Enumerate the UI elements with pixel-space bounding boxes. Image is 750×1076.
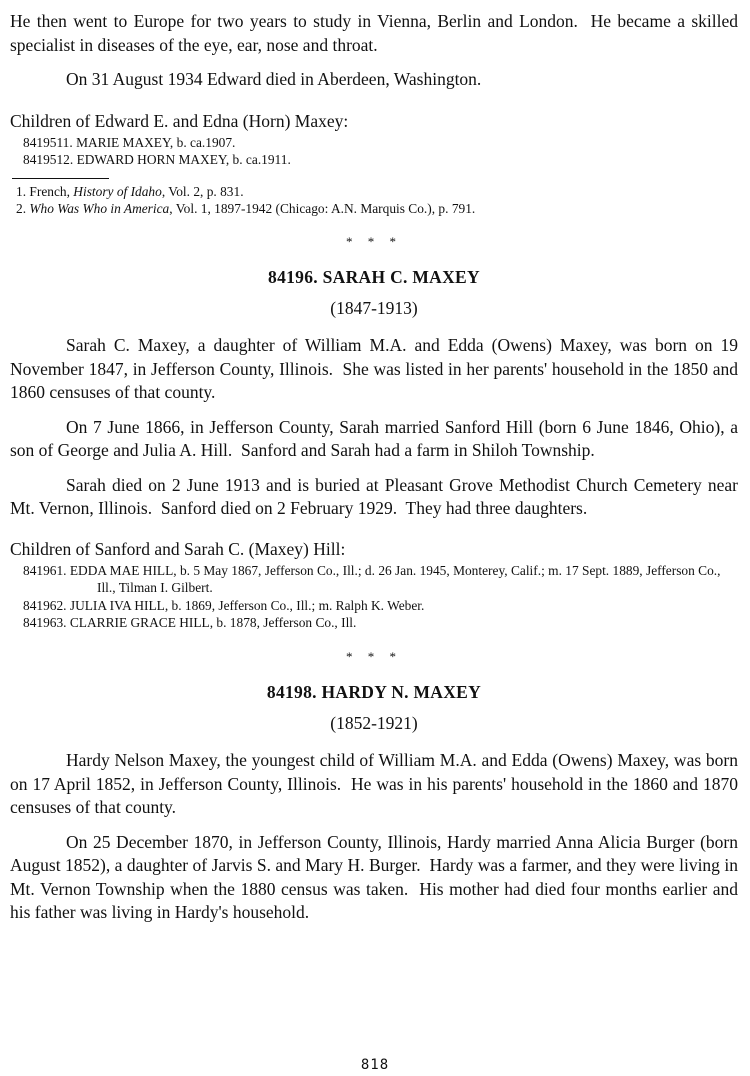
section-heading-hardy: 84198. HARDY N. MAXEY (266, 682, 482, 703)
footnote-title: History of Idaho (73, 184, 162, 200)
child-entry: 841962. JULIA IVA HILL, b. 1869, Jefferson Co., Ill.; m. Ralph K. Weber. (23, 597, 425, 613)
document-page (10, 10, 743, 925)
sarah-paragraph-1: Sarah C. Maxey, a daughter of William M.A. and Edda (Owens) Maxey, was born on 19 November 1847, in Jefferson County, Illinois. She was listed in her parents' household in the 1850 and 1860 censuses of that county. (10, 335, 743, 403)
footnote-rule (12, 178, 109, 179)
footnote-number: 1. (16, 184, 27, 200)
children-heading-edward: Children of Edward E. and Edna (Horn) Maxey: (10, 110, 349, 131)
section-dates-sarah: (1847-1913) (330, 298, 418, 319)
children-heading-sarah: Children of Sanford and Sarah C. (Maxey) Hill: (10, 538, 346, 559)
child-entry: 8419512. EDWARD HORN MAXEY, b. ca.1911. (23, 151, 291, 167)
hardy-paragraph-2: On 25 December 1870, in Jefferson County, Illinois, Hardy married Anna Alicia Burger (born August 1852), a daughter of Jarvis S. and Mary H. Burger. Hardy was a farmer, and they were living in Mt. Vernon Township when the 1880 census was taken. His mother had died four months earlier and his father was living in Hardy's household. (10, 831, 743, 923)
footnote-2 (10, 200, 738, 217)
sarah-paragraph-2: On 7 June 1866, in Jefferson County, Sarah married Sanford Hill (born 6 June 1846, Ohio), a son of George and Julia A. Hill. Sanford and Sarah had a farm in Shiloh Township. (10, 416, 743, 461)
page-number: 818 (360, 1057, 390, 1073)
section-heading-sarah: 84196. SARAH C. MAXEY (268, 267, 480, 288)
section-dates-hardy: (1852-1921) (330, 713, 418, 734)
child-entry: 841963. CLARRIE GRACE HILL, b. 1878, Jefferson Co., Ill. (23, 615, 357, 631)
section-separator: * * * (346, 649, 402, 665)
sarah-paragraph-3: Sarah died on 2 June 1913 and is buried at Pleasant Grove Methodist Church Cemetery near Mt. Vernon, Illinois. Sanford died on 2 February 1929. They had three daughters. (10, 474, 743, 519)
child-entry: 841961. EDDA MAE HILL, b. 5 May 1867, Jefferson Co., Ill.; d. 26 Jan. 1945, Monterey, Calif.; m. 17 Sept. 1889, Jefferson Co., Ill., Tilman I. Gilbert. (23, 562, 721, 596)
hardy-paragraph-1: Hardy Nelson Maxey, the youngest child of William M.A. and Edda (Owens) Maxey, was born on 17 April 1852, in Jefferson County, Illinois. He was in his parents' household in the 1860 and 1870 censuses of that county. (10, 750, 743, 818)
footnote-text: , Vol. 2, p. 831. (161, 184, 244, 200)
footnote-number: 2. (16, 201, 27, 217)
footnote-title: Who Was Who in America (29, 201, 170, 217)
intro-paragraph-1: He then went to Europe for two years to study in Vienna, Berlin and London. He became a skilled specialist in diseases of the eye, ear, nose and throat. (10, 11, 743, 55)
intro-paragraph-2: On 31 August 1934 Edward died in Aberdeen, Washington. (66, 69, 482, 89)
child-entry: 8419511. MARIE MAXEY, b. ca.1907. (23, 134, 236, 150)
section-separator: * * * (346, 234, 402, 250)
footnote-1 (10, 183, 738, 200)
footnote-text: French, (29, 184, 74, 200)
footnote-text: , Vol. 1, 1897-1942 (Chicago: A.N. Marquis Co.), p. 791. (169, 201, 476, 217)
